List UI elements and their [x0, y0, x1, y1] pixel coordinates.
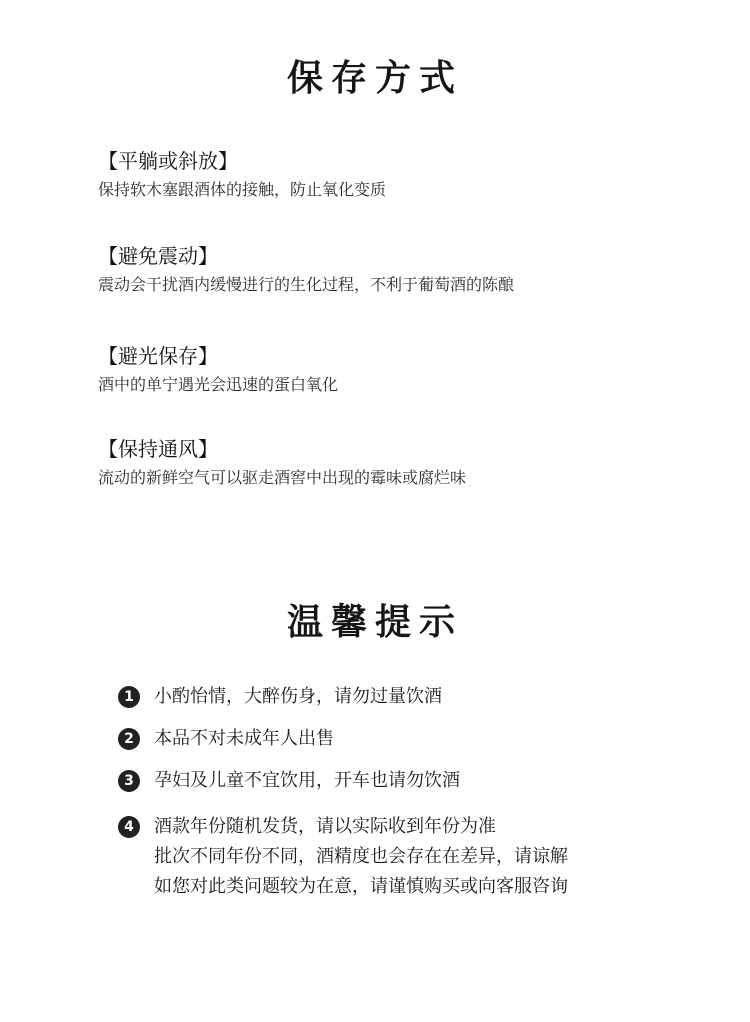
tip-text: 批次不同年份不同，酒精度也会存在在差异，请谅解 — [154, 846, 568, 867]
tip-number-badge: 2 — [118, 728, 140, 750]
tip-text: 本品不对未成年人出售 — [154, 728, 334, 749]
storage-heading: 【避光保存】 — [98, 344, 218, 368]
tip-text: 如您对此类问题较为在意，请谨慎购买或向客服咨询 — [154, 876, 568, 897]
storage-heading: 【避免震动】 — [98, 244, 218, 268]
tip-number-badge: 1 — [118, 686, 140, 708]
storage-method-list — [98, 146, 698, 529]
storage-title: 保存方式 — [286, 57, 463, 99]
tip-text: 酒款年份随机发货，请以实际收到年份为准 — [154, 816, 496, 837]
tips-title: 温馨提示 — [286, 601, 463, 643]
storage-description: 保持软木塞跟酒体的接触，防止氧化变质 — [98, 180, 387, 199]
tip-item — [118, 766, 718, 796]
tip-text: 小酌怡情，大醉伤身，请勿过量饮酒 — [154, 686, 442, 707]
tip-item — [118, 812, 718, 902]
storage-description: 震动会干扰酒内缓慢进行的生化过程，不利于葡萄酒的陈酿 — [98, 275, 515, 294]
storage-description: 酒中的单宁遇光会迅速的蛋白氧化 — [98, 375, 339, 394]
tips-list — [118, 682, 718, 902]
storage-item-lay-flat — [98, 146, 698, 241]
storage-item-avoid-vibration — [98, 241, 698, 341]
storage-heading: 【保持通风】 — [98, 437, 218, 461]
storage-item-avoid-light — [98, 341, 698, 434]
storage-heading: 【平躺或斜放】 — [98, 149, 238, 173]
tip-number-badge: 4 — [118, 816, 140, 838]
storage-description: 流动的新鲜空气可以驱走酒窖中出现的霉味或腐烂味 — [98, 468, 467, 487]
tip-text: 孕妇及儿童不宜饮用，开车也请勿饮酒 — [154, 770, 460, 791]
tip-item — [118, 682, 718, 712]
storage-item-ventilation — [98, 434, 698, 529]
tip-item — [118, 724, 718, 754]
tip-number-badge: 3 — [118, 770, 140, 792]
